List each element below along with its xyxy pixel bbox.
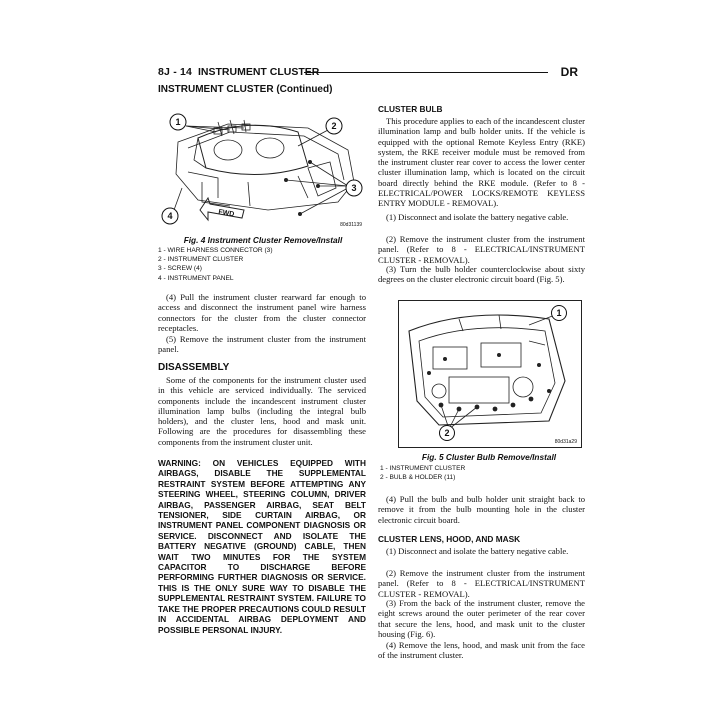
fig5-callout-2: 2 <box>444 428 450 438</box>
lens-step-2: (2) Remove the instrument cluster from the instrument panel. (Refer to 8 - ELECTRICAL/INSTRUMENT CLUSTER - REMOVAL). <box>378 568 585 599</box>
callout-1: 1 <box>175 117 181 127</box>
left-step-4: (4) Pull the instrument cluster rearward far enough to access and disconnect the instrument panel wire harness connectors for the cluster from the cluster connector receptacles. <box>158 292 366 333</box>
callout-3: 3 <box>351 183 357 193</box>
left-step-5: (5) Remove the instrument cluster from the instrument panel. <box>158 334 366 355</box>
header-title: INSTRUMENT CLUSTER <box>198 66 320 78</box>
header-rule <box>304 72 548 73</box>
bulb-step-3: (3) Turn the bulb holder counterclockwise about sixty degrees on the cluster electronic circuit board (Fig. 5). <box>378 264 585 285</box>
legend-item: 4 - INSTRUMENT PANEL <box>158 274 234 282</box>
legend-item: 2 - BULB & HOLDER (11) <box>380 474 456 482</box>
figure-5 <box>380 300 582 490</box>
disassembly-heading: DISASSEMBLY <box>158 362 230 373</box>
figure-4-number: 80d31139 <box>340 222 362 228</box>
bulb-step-2: (2) Remove the instrument cluster from the instrument panel. (Refer to 8 - ELECTRICAL/INSTRUMENT CLUSTER - REMOVAL). <box>378 234 585 265</box>
figure-5-caption: Fig. 5 Cluster Bulb Remove/Install <box>421 452 557 462</box>
section-title: INSTRUMENT CLUSTER (Continued) <box>158 84 333 95</box>
lens-step-4: (4) Remove the lens, hood, and mask unit from the face of the instrument cluster. <box>378 640 585 661</box>
figure-4-caption: Fig. 4 Instrument Cluster Remove/Install <box>183 235 343 245</box>
bulb-step-1: (1) Disconnect and isolate the battery negative cable. <box>386 212 569 222</box>
cluster-bulb-heading: CLUSTER BULB <box>378 104 443 114</box>
figure-5-illustration <box>399 301 581 447</box>
cluster-bulb-intro: This procedure applies to each of the incandescent cluster illumination lamp and bulb holder units. If the vehicle is equipped with the optional Remote Keyless Entry (RKE) system, the RKE receiver module must be removed from the instrument cluster rear cover to access the lower center cluster illumination lamp, which is located on the circuit board directly behind the RKE module. (Refer to 8 - ELECTRICAL/POWER LOCKS/REMOTE KEYLESS ENTRY MODULE - REMOVAL). <box>378 116 585 209</box>
lens-step-1: (1) Disconnect and isolate the battery negative cable. <box>386 546 569 556</box>
page-header <box>158 66 578 82</box>
figure-4-illustration <box>158 102 368 230</box>
figure-5-frame <box>398 300 582 448</box>
lens-step-3: (3) From the back of the instrument cluster, remove the eight screws around the outer perimeter of the rear cover that secure the lens, hood, and mask unit to the cluster housing (Fig. 6). <box>378 598 585 639</box>
figure-4-legend <box>158 246 273 283</box>
callout-2: 2 <box>331 121 337 131</box>
figure-5-number: 80d31a29 <box>554 439 577 445</box>
fig5-callout-1: 1 <box>556 308 562 318</box>
legend-item: 1 - INSTRUMENT CLUSTER <box>380 465 466 472</box>
legend-item: 1 - WIRE HARNESS CONNECTOR (3) <box>158 247 273 254</box>
page-number: 8J - 14 <box>158 66 193 78</box>
disassembly-text: Some of the components for the instrument cluster used in this vehicle are serviced individually. The serviced components include the incandescent instrument cluster illumination lamp bulbs (including the integral bulb holders), and the cluster lens, hood and mask unit. Following are the procedures for disassembling these components from the instrument cluster unit. <box>158 375 366 447</box>
airbag-warning: WARNING: ON VEHICLES EQUIPPED WITH AIRBAGS, DISABLE THE SUPPLEMENTAL RESTRAINT SYSTEM BEFORE ATTEMPTING ANY STEERING WHEEL, STEERING COLUMN, DRIVER AIRBAG, PASSENGER AIRBAG, SEAT BELT TENSIONER, SIDE CURTAIN AIRBAG, OR INSTRUMENT PANEL COMPONENT DIAGNOSIS OR SERVICE. DISCONNECT AND ISOLATE THE BATTERY NEGATIVE (GROUND) CABLE, THEN WAIT TWO MINUTES FOR THE SYSTEM CAPACITOR TO DISCHARGE BEFORE PERFORMING FURTHER DIAGNOSIS OR SERVICE. THIS IS THE ONLY SURE WAY TO DISABLE THE SUPPLEMENTAL RESTRAINT SYSTEM. FAILURE TO TAKE THE PROPER PRECAUTIONS COULD RESULT IN ACCIDENTAL AIRBAG DEPLOYMENT AND POSSIBLE PERSONAL INJURY. <box>158 458 366 635</box>
figure-4 <box>158 102 368 282</box>
fwd-label: FWD <box>217 208 235 219</box>
callout-4: 4 <box>167 211 173 221</box>
bulb-step-4: (4) Pull the bulb and bulb holder unit straight back to remove it from the bulb mounting hole in the cluster electronic circuit board. <box>378 494 585 525</box>
figure-5-legend <box>380 464 465 482</box>
legend-item: 3 - SCREW (4) <box>158 265 202 273</box>
lens-hood-mask-heading: CLUSTER LENS, HOOD, AND MASK <box>378 534 521 544</box>
legend-item: 2 - INSTRUMENT CLUSTER <box>158 256 244 264</box>
section-code: DR <box>560 65 578 79</box>
